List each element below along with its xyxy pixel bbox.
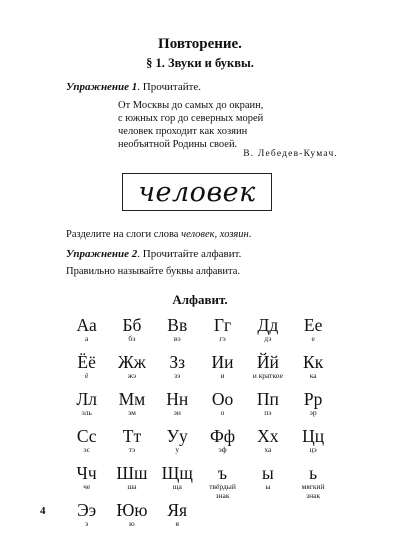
alphabet-letter-cell — [290, 315, 335, 352]
letter-name: жэ — [127, 371, 137, 380]
poem-line: человек проходит как хозяин — [118, 126, 248, 137]
syllable-task — [66, 229, 251, 240]
letter-pair: Мм — [118, 389, 146, 409]
alphabet-letter-cell — [64, 426, 109, 463]
poem-line: необъятной Родины своей. — [118, 139, 238, 150]
alphabet-letter-cell — [109, 315, 154, 352]
alphabet-letter-cell — [200, 389, 245, 426]
letter-pair: Чч — [76, 463, 97, 483]
alphabet-letter-cell — [290, 463, 335, 500]
letter-name: и — [220, 371, 225, 380]
letter-pair: Пп — [256, 389, 279, 409]
letter-pair: Юю — [116, 500, 148, 520]
letter-pair: Уу — [166, 426, 188, 446]
page-title: Повторение. — [158, 36, 242, 52]
letter-pair: Зз — [169, 352, 186, 372]
alphabet-letter-cell — [155, 463, 200, 500]
letter-name: е — [311, 334, 315, 343]
letter-pair: Ээ — [77, 500, 97, 520]
page-number: 4 — [40, 505, 46, 517]
alphabet-letter-cell — [64, 500, 109, 537]
letter-name: эль — [81, 408, 92, 417]
letter-pair: ь — [309, 463, 318, 483]
alphabet-letter-cell — [64, 463, 109, 500]
alphabet-letter-cell — [109, 389, 154, 426]
letter-name: эм — [127, 408, 136, 417]
alphabet-letter-cell — [290, 426, 335, 463]
syllable-task-text: Разделите на слоги слова — [66, 229, 182, 240]
letter-pair: Дд — [257, 315, 279, 335]
letter-pair: Оо — [211, 389, 234, 409]
letter-pair: Аа — [76, 315, 97, 335]
letter-name: бэ — [128, 334, 136, 343]
letter-pair: Фф — [209, 426, 236, 446]
alphabet-letter-cell — [290, 352, 335, 389]
letter-name: ща — [172, 482, 182, 491]
alphabet-letter-cell — [155, 315, 200, 352]
letter-name: дэ — [264, 334, 272, 343]
handwritten-word-box — [122, 173, 272, 211]
poem-author: В. Лебедев-Кумач. — [243, 149, 338, 159]
letter-name: ё — [84, 371, 89, 380]
letter-pair: Тт — [122, 426, 142, 446]
letter-name: эн — [173, 408, 181, 417]
exercise-2-instruction: . Прочитайте алфавит. — [137, 248, 242, 260]
letter-pair: Ии — [211, 352, 234, 372]
exercise-2-label: Упражнение 2 — [66, 248, 138, 260]
alphabet-letter-cell — [109, 500, 154, 537]
letter-name: э — [85, 519, 89, 528]
alphabet-letter-cell — [245, 426, 290, 463]
alphabet-grid — [64, 315, 336, 537]
syllable-task-end: . — [248, 229, 252, 240]
alphabet-letter-cell — [155, 352, 200, 389]
alphabet-letter-cell — [245, 389, 290, 426]
letter-name: ка — [309, 371, 317, 380]
letter-name: гэ — [219, 334, 226, 343]
exercise-1-heading — [66, 81, 201, 93]
letter-name: че — [83, 482, 91, 491]
letter-pair: Гг — [213, 315, 232, 335]
poem — [118, 99, 263, 151]
alphabet-letter-cell — [200, 463, 245, 500]
alphabet-letter-cell — [155, 426, 200, 463]
exercise-2-heading — [66, 248, 241, 260]
letter-pair: Хх — [257, 426, 279, 446]
letter-name: тэ — [128, 445, 136, 454]
alphabet-letter-cell — [245, 352, 290, 389]
letter-pair: Лл — [76, 389, 97, 409]
letter-name: а — [84, 334, 89, 343]
alphabet-letter-cell — [200, 315, 245, 352]
exercise-1-instruction: . Прочитайте. — [137, 81, 202, 93]
letter-pair: Йй — [256, 352, 279, 372]
letter-name: и краткое — [252, 371, 283, 380]
letter-names-task: Правильно называйте буквы алфавита. — [66, 266, 241, 277]
letter-name: эф — [218, 445, 227, 454]
alphabet-letter-cell — [200, 426, 245, 463]
letter-pair: Цц — [302, 426, 325, 446]
letter-name: я — [175, 519, 179, 528]
letter-name: ю — [129, 519, 135, 528]
letter-name: ша — [127, 482, 137, 491]
letter-pair: ы — [261, 463, 274, 483]
letter-name: твёрдый знак — [209, 482, 236, 500]
handwritten-word: человек — [138, 176, 256, 208]
letter-name: ха — [264, 445, 272, 454]
letter-pair: Нн — [166, 389, 189, 409]
letter-name: эс — [83, 445, 90, 454]
letter-name: зэ — [174, 371, 181, 380]
alphabet-letter-cell — [245, 315, 290, 352]
letter-pair: Бб — [122, 315, 142, 335]
letter-pair: Щщ — [161, 463, 193, 483]
letter-pair: Сс — [76, 426, 97, 446]
alphabet-title: Алфавит. — [172, 292, 228, 307]
letter-pair: Яя — [167, 500, 188, 520]
alphabet-letter-cell — [155, 500, 200, 537]
letter-name: вэ — [173, 334, 181, 343]
letter-name: у — [175, 445, 180, 454]
alphabet-letter-cell — [64, 352, 109, 389]
letter-pair: Рр — [303, 389, 323, 409]
letter-name: пэ — [264, 408, 272, 417]
alphabet-letter-cell — [64, 389, 109, 426]
letter-pair: Кк — [303, 352, 324, 372]
letter-pair: Ее — [303, 315, 323, 335]
exercise-1-label: Упражнение 1 — [66, 81, 138, 93]
letter-pair: Шш — [116, 463, 148, 483]
letter-name: о — [220, 408, 225, 417]
alphabet-letter-cell — [245, 463, 290, 500]
poem-line: с южных гор до северных морей — [118, 113, 264, 124]
letter-pair: Жж — [118, 352, 146, 372]
syllable-task-words: человек, хозяин — [181, 229, 249, 240]
section-title: § 1. Звуки и буквы. — [146, 56, 254, 70]
alphabet-letter-cell — [290, 389, 335, 426]
alphabet-letter-cell — [109, 426, 154, 463]
letter-name: эр — [309, 408, 317, 417]
poem-line: От Москвы до самых до окраин, — [118, 100, 264, 111]
letter-pair: ъ — [218, 463, 228, 483]
alphabet-letter-cell — [155, 389, 200, 426]
letter-name: цэ — [309, 445, 317, 454]
letter-name: ы — [265, 482, 271, 491]
letter-pair: Ёё — [77, 352, 96, 372]
letter-name: мягкий знак — [301, 482, 325, 500]
alphabet-letter-cell — [109, 463, 154, 500]
letter-pair: Вв — [167, 315, 188, 335]
alphabet-letter-cell — [64, 315, 109, 352]
alphabet-letter-cell — [200, 352, 245, 389]
alphabet-letter-cell — [109, 352, 154, 389]
